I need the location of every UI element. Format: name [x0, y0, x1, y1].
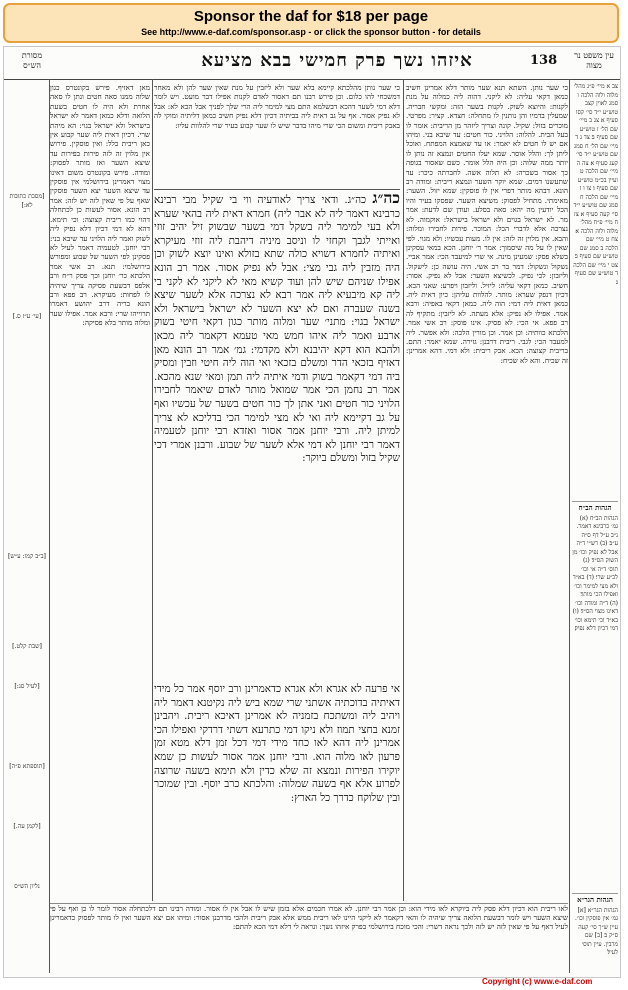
tosafot-top-block: כי שער נותן מהלכתא קיימא בלא שער ולא ליזבין על מנת שאין שער להן ולא מאחר דמשכחי להו כלום. וכן פירש רבנו תם דאסור לאדם לקנות אפילו דבר מועט. ויש לומר דלא דמי לשער דהכא דבשלמא התם מצי למימר ליה הרי שלך לפניך אבל הכא לא: אבל לא נפיק אסור. אף על גב דאית ליה בביתיה דכיון דלא נפיק חשיב כמאן דליתיה ומוקי לה באבק ריבית ומשום הכי שרי מיהו בדבר שיש לו שער קבוע בעיר שרי להלוות עליו:	[154, 83, 400, 130]
column-divider	[49, 79, 50, 973]
sponsor-subtitle: See http://www.e-daf.com/sponsor.asp - or click the sponsor button - for details	[141, 27, 481, 37]
margin-note: [עי׳ ע״ז ס.]	[12, 313, 42, 320]
margin-note: [לקמן עה.]	[13, 823, 41, 830]
hagahot-habach-title: הגהות הב״ח	[578, 503, 612, 512]
gemara-body: כה״ג. ודאי צריך לאודעיה ווי בי שקיל מבי רבינא כרבינא דאמר ליה לא אבר ליה) חמרא דאית ליה בהאי שערא ולא בעי למימר ליה בשקל דמי בשער שבשוק זיל יהיב זוזי ואייתי לגבך וקחזי לו וניסב מיניה דיהבת ליה זוזי מעיקרא ואיתיה לחמרא דשויא כולה שתא בזולא ואינו יוצא לשוק וכן היה מזבין ליה גבי מצי: אבל לא נפיק אסור. אמר רב הונא אפילו שניהם שיש להן ועוד קשיא מאי לא ליקני לא לקני בי ליה קא מיבעיא ליה אמר רבא לא נצרכה אלא לשער שיצא בשנה שעברה ואם לא יצא השער לא ישראל בישראל ולא ישראל בגוי: מתני׳ שער ומלוה מותר כגון דקאי חיטי בשוק ארבע ואמר ליה איהו חמש מאי טעמא דקאמר ליה מכאן ולהבא הוא דקא יהיבנא ולא מקדמי: גמ׳ אמר רב הונא מאן דאזיף בזכאי הדר ומשלם בזכאי ואי הוה ליה חיטי וזבין ומסיק ביה דמי דקאמר בשוק ודמי איתיה ליה תמן ומאי שנא מהכא. אמר רב נחמן הכי אמר שמואל מותר לאדם שיאמר לחבירו הלויני כור חטים ואני אתן לך כור חטים בשער של עכשיו ואף על גב דקיימא ליה ואי לא מצי למימר הכי בדליכא לא צריך למיתן ליה. ורבי יוחנן אמר אסור ואזדא רבי יוחנן לטעמיה דאמר רבי יוחנן לא דמי אלא לשער של שבוע. ורבנן אמרי דכי שקיל בזול ומשלם ביוקר:	[154, 194, 400, 465]
margin-note: [תוספתא פ״ה]	[9, 763, 45, 770]
section-divider	[154, 189, 400, 190]
column-divider	[569, 79, 570, 973]
sponsor-title: Sponsor the daf for $18 per page	[193, 8, 429, 25]
margin-note: [לעיל סג:]	[14, 683, 40, 690]
page-title: איזהו נשך פרק חמישי בבא מציעא	[201, 50, 473, 71]
hagahot-habach-text: הגהות הב״ח (א) גמ׳ כרבינא דאמר. נ״ב ע״ל דף ס״ה ע״ב׃ (ב) רש״י ד״ה אבל לא נפיק וכו׳ מן השוק הס״ד׃ (ג) תוס׳ ד״ה אי וכו׳ לכ״ע שרי׃ (ד) בא״ד ולא מצי למימר וכו׳ ואפילו הכי מותר׃ (ה) ד״ה ומודה וכו׳ דאינו מצוי הס״ד׃ (ו) בא״ד וכי תימא וכו׳ דמי דכיון דלא נפיק׃	[572, 514, 618, 632]
margin-note: [ב״ב קמו: ע״ש]	[8, 553, 46, 560]
masoret-hashas-column	[6, 83, 48, 973]
margin-note: [מסכת כתובות לא:]	[9, 193, 45, 209]
gemara-lower-text: אי פרעה לא אגרא ולא אגרא כדאמרינן ורב יוסף אמר כל מידי דאיתיה בדוכתיה אשתני שרי שמא ביש ליה נקיטנא דאמר ליה ויהיב ליה ומשתכח בזמניה לא אמרינן דאיכא ריבית. ויהבינן זמנא בחצי תמוז ולא ניקו דמי כתרעא דשתי דרדקי ואפילו הכי אמרינן ליה דהא לאו כחד מידי דמי דכל זמן דלא מטא זמן פרעון לאו מלוה הוא. ורבי יוחנן אמר אסור לעשות כן שמא יוקירו הפירות ונמצא זה שלא כדין ולא תימא בשעה שרוצה לפרוע אלא אף בשעה שמלוה: והלכתא כרב יוסף. ובין שמוכר ובין שלוקח כדרך כל הארץ:	[154, 683, 400, 804]
column-divider	[152, 79, 153, 901]
hagahot-hagra-title: הגהות הגר״א	[577, 895, 613, 904]
copyright-notice: Copyright (c) www.e-daf.com	[482, 977, 593, 986]
page-header	[4, 47, 620, 80]
gilyon-hashas-label: נליון הש״ס	[14, 883, 40, 890]
hagahot-hagra-column	[572, 893, 618, 974]
gemara-opening-word: כה״ג	[372, 191, 400, 207]
bottom-commentary: לאו ריבית הוא דכיון דלא פסק ליה ביוקרא לאו מידי הוא: וכן אמר רבי יוחנן. לא אמרו חכמים אלא בזמן שיש לו אבל אין לו אסור. ומודה רבינו תם דלכתחלה אסור לומר לו כן ואף על פי שיצא השער ויש לומר דבשעת הלואה צריך שיהיה לו והאי דקאמר לא ליקני היינו לאו ריבית ממש אלא אבק ריבית ולהכי מדרבנן אסור: ומיהו אם יצא השער ואין לו מותר לפסוק כדאמרינן לעיל דאף על פי שאין לזה יש לזה ולכך נראה דשרי: והכי מוכח בירושלמי בפרק איזהו נשך: ונראה לי דלא דמי הכא להתם:	[50, 903, 568, 968]
hagahot-habach-column	[572, 501, 618, 822]
masoret-hashas-heading: מסורת הש״ס	[21, 51, 43, 70]
gemara-main-text	[154, 191, 400, 681]
margin-note: [שבת קלט.]	[12, 643, 42, 650]
tosafot-commentary: מאן דאזיף. פירש בקונטרס כגון שלוה ממנו סאה חטים ונתן לו סאה אחרת ולא היה לו חטים בשעת הלואה ודלא כמאן דאמר לא ישראל בישראל ולא ישראל בגוי: הא מיהת שרי. דכיון דאית ליה שער קבוע אין כאן ריבית כלל: ואין פוסקין. פירוש אין מלוין זה לזה פירות בפירות עד שיצא השער ואז מותר לפסוק: ומודה. פירש בקונטרס משום דאינו מצוי דאמרינן בירושלמי אין פוסקין עד שיצא השער יצא השער פוסקין שאף על פי שאין לזה יש לזה: אמר רב הונא. אסור לעשות כן לכתחלה דהוי כמו ריבית קצוצה: וכי תימא. דהא לא דמי דכיון דלא נפיק ליה לשוק ואמר ליה הלויני עד שיבא בני: רבי יוחנן. לטעמיה דאמר לעיל לא פסקינן לפי השער של שבוע ומפורש בירושלמי: תנא. רב אשי אמר הלכתא כר׳ יוחנן וכך פסק ר״ח ורב אלפס דבשעת פסיקה צריך שיהיה לו לפחות: מעיקרא. רב פפא ורב הונא בריה דרב יהושע דאמרו תרוייהו שרי: ורבא אמר. אפילו שער ומלוה מותר בלא פסיקה:	[50, 83, 150, 328]
ein-mishpat-column: צב א מיי׳ פ״ג מהל׳ מלוה ולוה הלכה ו סמג לאוין קצב טוש״ע י״ד סי׳ קסו סעיף א׃ צג ב מיי׳ שם הל׳ ז טוש״ע שם סעיף ב׃ צד ג ד מיי׳ שם הל׳ ח סמג שם טוש״ע י״ד סי׳ קעג סעיף א׃ צה ה מיי׳ שם הלכה ט ועיין בכ״מ טוש״ע שם סעיף ו׃ צו ו ז מיי׳ שם הלכה ח סמג שם טוש״ע י״ד סי׳ קעה סעיף א׃ צז ח מיי׳ פ״ח מהל׳ מלוה ולוה הלכה א׃ צח ט מיי׳ שם הלכה ב סמג שם טוש״ע שם סעיף ב׃ צט י מיי׳ שם הלכה ד טוש״ע שם סעיף ג׃	[573, 83, 618, 286]
page-number: 138	[530, 53, 558, 68]
rashi-commentary: כי שער נותן. השתא תנא שער מותר דלא אמרינן חשיב כמאן דקאי עליה: לא ליקני. דהוה ליה כמלוה על מנת לקנות: והיוצא לשוק. לקנות בשער הזה: ומקשי חבריה. שמעלין בדמיו והן נותנין לו מתחלה: חצדא. קציר: מפרטי. מוכרים בזול: שקיל. קונה וצריך ליזהר מן הריבית: אומר לו בעל הבית. להלוה: הלויני. כור חטים: עד שיבא בני. ומיהו אם יש לו חטים לא יאמר: או עד שאמצא המפתח. ואוכל ליתן לך: והלל אוסר. שמא יעלו החטים ונמצא זה נותן לו יותר ממה שלוה: וכן היה הלל אומר. כשם שאסור בגופה כך אסור בשכרה: לא תלוה אשה. לחברתה כיכר: עד שתעשנו דמים. שמא יוקר השער ונמצא ריבית: ומודה רב הונא. דבהא מותר דפרי אין לו פוסקין: שמא יזול. השער: מאימתי. מתחיל לפסוק: משיצא השער. שפסקו בעיר והיו הכל יודעין מה יהא: סאה בסלע. ועודן שם לדעת: אמר מר. לא ישראל בגוים ולא ישראל בישראל: אוקמוה. לא נצרכה אלא לדברי הכל: המוכר. פירות לחבירו ומלוה: והבא. אין מלוין זה לזה: אין לו. מעות עכשיו: ולא מגוי. לפי שאין לו על מה שיסמוך: אמר ר׳ יוחנן. הכא במאי עסקינן בשלא פסק: שמעינן מינה. אי שרי למיעבד הכי: אמר אביי. נשקול ונשקול: דמר בר רב אשי. היה עושה כן: לישקול. וליזבון: לכי נפיק. לכשיצא השער: אבל לא נפיק. אסור: חשיב. כמאן דקאי עליה: ליזיל. וליזבון ויפרע: שאני הכא. דכיון דנפק שערא: מותר. להלוות עליהן: כיון דאית ליה. כמאן דאית ליה דמי: הוה ליה. כמאן דקאי באפיה: ורבא אמר. אפילו לא נפיק: אלא מעתה. לא ליזבין: מתקיף לה רב פפא. אי הכי: לא פסיק. אינו פוסק: רב אשי אמר. הלכתא כוותיה: וכן אמר. וכן מורין הלכה: ולא אפשר. ליה למעבד הכי: לגבי. ריבית דרבנן: גזירה. שמא יאמר: התם. בריבית קצוצה: הכא. אבק ריבית: ולא דמי. דהא אמרינן: זה שכיח. והא לא שכיח:	[406, 83, 568, 365]
hagahot-hagra-text: הגהות הגר״א [א] גמ׳ אין פוסקין וכו׳. עיין ש״ך סי׳ קעה ס״ק ב׃ [ב] שם מרבין. עיין תוס׳ לעיל׃	[574, 906, 618, 956]
talmud-page	[3, 46, 621, 978]
sponsor-banner[interactable]	[3, 3, 619, 43]
column-divider	[403, 79, 404, 901]
ein-mishpat-heading: עין משפט נר מצוה	[574, 51, 614, 70]
